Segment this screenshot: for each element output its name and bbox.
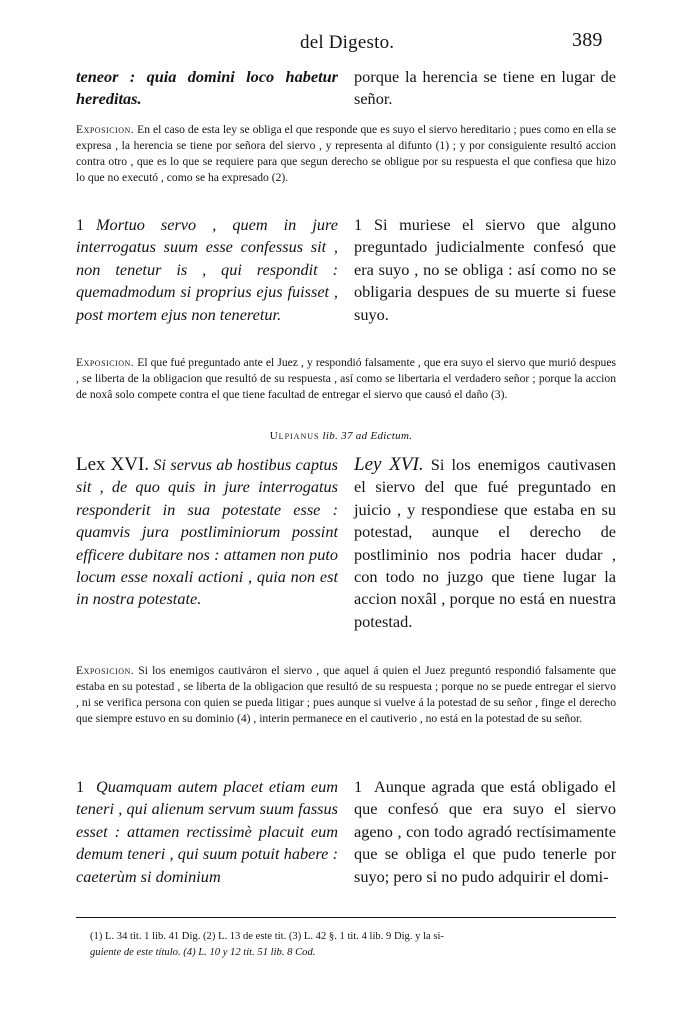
top-columns <box>76 66 616 111</box>
section-2-latin <box>76 776 338 888</box>
ley-heading: Ley XVI. <box>354 454 424 475</box>
section-1-latin-text: Mortuo servo , quem in jure interrogatus suum esse confessus sit , non tenetur is , qui respondit : quemadmodum si proprius ejus fuisset , post mortem ejus non teneretur. <box>76 215 338 324</box>
footnote-rule <box>76 917 616 918</box>
section-number: 1 <box>76 777 85 796</box>
lex-16-spanish-text: Si los enemigos cautivasen el siervo del que fué preguntado en juicio , y respondiese que estaba en su potestad, aunque el derecho de postliminio nos podria hacer dudar , con todo no juzgo que tiene lugar la accion noxâl , porque no está en nuestra potestad. <box>354 455 616 631</box>
lex-16-columns <box>76 454 616 633</box>
exposicion-label: Exposicion. <box>76 123 135 136</box>
exposicion-3 <box>76 663 616 727</box>
section-2-columns <box>76 776 616 888</box>
exposicion-1 <box>76 122 616 186</box>
footnote-line: (1) L. 34 tit. 1 lib. 41 Dig. (2) L. 13 de este tit. (3) L. 42 §. 1 tit. 4 lib. 9 Dig. y la si- <box>90 931 444 942</box>
lex-16-spanish <box>354 454 616 633</box>
exposicion-label: Exposicion. <box>76 664 135 677</box>
jurist-name: Ulpianus <box>269 430 320 442</box>
section-2-spanish <box>354 776 616 888</box>
footnote-line: guiente de este título. (4) L. 10 y 12 tit. 51 lib. 8 Cod. <box>90 947 316 958</box>
section-1-spanish <box>354 214 616 326</box>
section-2-spanish-text: Aunque agrada que está obligado el que confesó que era suyo el siervo ageno , con todo agradó rectísimamente que se obliga el que pudo tenerle por suyo; pero si no pudo adquirir el domi- <box>354 777 616 886</box>
exposicion-text: En el caso de esta ley se obliga el que responde que es suyo el siervo hereditario ; pues como en ella se expresa , la herencia se tiene por señora del siervo , y representa al difunto (1) ; y por consiguiente resultó accion contra otro , que es lo que se requiere para que segun derecho se obligue por su respuesta el que confiesa que hizo lo que no executó , como se ha expresado (2). <box>76 123 616 184</box>
section-2-latin-text: Quamquam autem placet etiam eum teneri , qui alienum servum suum fassus esset : attamen rectissimè placuit eum demum teneri , qui suum potuit habere : caeterùm si dominium <box>76 777 338 886</box>
section-number: 1 <box>354 215 363 234</box>
footnotes <box>90 929 610 961</box>
section-1-spanish-text: Si muriese el siervo que alguno preguntado judicialmente confesó que era suyo , no se obliga : así como no se obligaria despues de su muerte si fuese suyo. <box>354 215 616 324</box>
jurist-reference: lib. 37 ad Edictum. <box>322 430 413 442</box>
section-1-columns <box>76 214 616 326</box>
exposicion-text: Si los enemigos cautiváron el siervo , que aquel á quien el Juez preguntó respondió falsamente que estaba en su potestad , se liberta de la obligacion que resultó de su respuesta ; porque no se puede entregar el siervo , ni se verifica persona con quien se pueda litigar ; pues aunque si vuelve á la potestad de su señor , finge el derecho que siempre estuvo en su dominio (4) , interin permanece en el cautiverio , no está en la potestad de su señor. <box>76 664 616 725</box>
jurist-heading <box>0 430 682 442</box>
section-number: 1 <box>76 215 85 234</box>
running-title: del Digesto. <box>300 32 395 53</box>
exposicion-text: El que fué preguntado ante el Juez , y respondió falsamente , que era suyo el siervo que murió despues , se liberta de la obligacion que resultó de su respuesta , así como se libertaria el verdadero señor ; porque la accion de noxâ solo compete contra el que tiene facultad de entregar el siervo que causó el daño (3). <box>76 356 616 401</box>
page-number: 389 <box>572 29 603 51</box>
section-number: 1 <box>354 777 363 796</box>
lex-16-latin-text: Si servus ab hostibus captus sit , de quo quis in jure interrogatus responderit in sua potestate esse : quamvis jura postliminiorum possint efficere dubitare nos : attamen non puto locum esse noxali actioni , quia non est in nostra potestate. <box>76 455 338 609</box>
lex-16-latin <box>76 454 338 633</box>
exposicion-label: Exposicion. <box>76 356 135 369</box>
spanish-continuation: porque la herencia se tiene en lugar de señor. <box>354 67 616 109</box>
lex-heading: Lex XVI. <box>76 454 150 475</box>
latin-continuation: teneor : quia domini loco habetur hereditas. <box>76 67 338 109</box>
section-1-latin <box>76 214 338 326</box>
exposicion-2 <box>76 355 616 403</box>
